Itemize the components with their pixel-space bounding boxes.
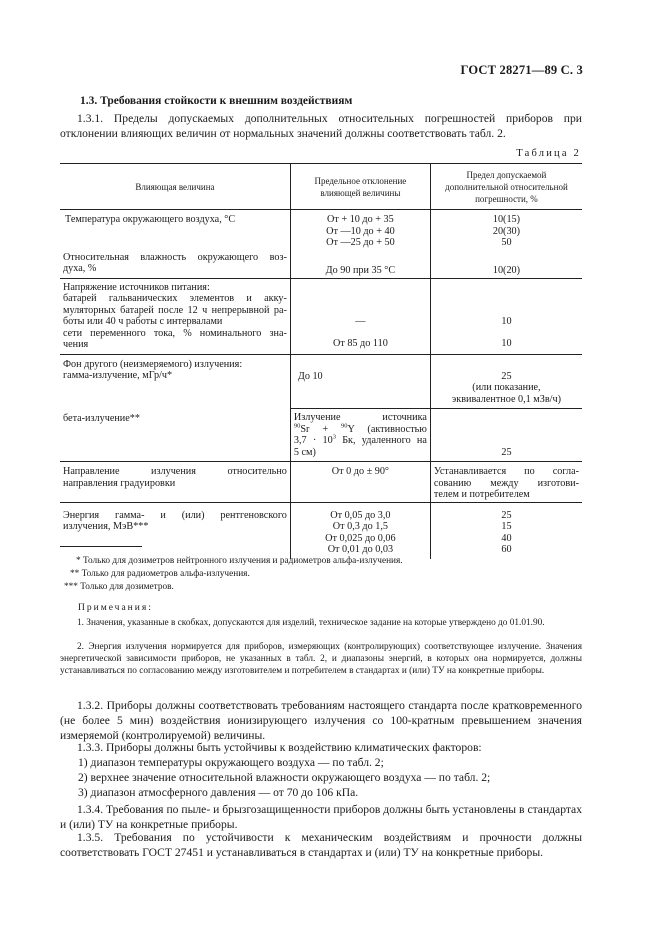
notes-heading: Примечания: xyxy=(78,603,153,613)
list-item: 2) верхнее значение относительной влажности окружающего воздуха — по табл. 2; xyxy=(78,771,491,784)
cell-text: От 0 до ± 90° xyxy=(331,466,389,477)
table-row xyxy=(60,462,582,503)
cell-text: излучения, МэВ*** xyxy=(63,521,149,532)
paragraph-1-3-4: 1.3.4. Требования по пыле- и брызгозащищенности приборов должны быть установлены в стандартах и (или) ТУ на конкретные приборы. xyxy=(60,803,582,831)
cell-text: От —25 до + 50 xyxy=(326,237,395,248)
cell-text: сети переменного тока, % номинального зна- xyxy=(63,327,287,339)
cell-text: От —10 до + 40 xyxy=(326,225,395,237)
cell-text: батарей гальванических элементов и акку- xyxy=(63,293,287,304)
cell-text: От 0,05 до 3,0 xyxy=(330,509,391,521)
cell-text: 25 xyxy=(501,446,512,458)
cell-text: 50 xyxy=(501,237,512,248)
header-influence-quantity: Влияющая величина xyxy=(60,164,290,210)
table-row xyxy=(60,409,582,462)
paragraph-1-3-1: 1.3.1. Пределы допускаемых дополнительных относительных погрешностей приборов при отклонении влияющих величин от нормальных значений должны соответствовать табл. 2. xyxy=(60,112,582,140)
cell-text: направления градуировки xyxy=(63,477,176,489)
footnote-3: *** Только для дозиметров. xyxy=(64,582,174,592)
cell-text: 25 xyxy=(501,370,512,382)
paragraph-1-3-5: 1.3.5. Требования по устойчивости к механическим воздействиям и прочности должны соответствовать ГОСТ 27451 и устанавливаться в стандартах и (или) ТУ на конкретные приборы. xyxy=(60,831,582,859)
cell-text: чения xyxy=(63,339,89,350)
cell-text: бета-излучение** xyxy=(63,412,140,424)
cell-text: (или показание, xyxy=(472,382,541,393)
cell-text: 10 xyxy=(501,338,512,349)
table-caption: Таблица 2 xyxy=(516,148,581,159)
cell-text: 40 xyxy=(501,532,512,544)
footnote-2: ** Только для радиометров альфа-излучения. xyxy=(70,569,250,579)
list-item: 1) диапазон температуры окружающего воздуха — по табл. 2; xyxy=(78,756,384,769)
list-item: 3) диапазон атмосферного давления — от 70 до 106 кПа. xyxy=(78,786,359,799)
cell-text: 25 xyxy=(501,509,512,521)
cell-text: От 85 до 110 xyxy=(332,338,388,349)
cell-text: гамма-излучение, мГр/ч* xyxy=(63,370,173,381)
cell-text: 10 xyxy=(501,315,512,327)
cell-text: 10(15) xyxy=(492,214,521,225)
cell-text: Направление излучения относительно xyxy=(63,466,287,477)
cell-text: эквивалентное 0,1 мЗв/ч) xyxy=(451,393,561,405)
cell-text: Напряжение источников питания: xyxy=(63,281,210,293)
cell-text: 60 xyxy=(501,544,512,555)
table-row xyxy=(60,250,582,279)
cell-text: Устанавливается по согла- xyxy=(433,466,579,477)
cell-text: 15 xyxy=(501,521,512,532)
cell-text: Энергия гамма- и (или) рентгеновского xyxy=(63,509,287,521)
cell-text: Излучение источника xyxy=(293,412,427,423)
cell-text: сованию между изготови- xyxy=(433,477,579,489)
table-row xyxy=(60,210,582,250)
cell-text: До 10 xyxy=(297,370,323,382)
table-2 xyxy=(60,163,582,559)
cell-text: До 90 при 35 °С xyxy=(325,265,396,276)
cell-text: От 0,01 до 0,03 xyxy=(327,544,394,555)
header-limit-deviation: Предельное отклонение влияющей величины xyxy=(290,164,430,210)
paragraph-1-3-3: 1.3.3. Приборы должны быть устойчивы к воздействию климатических факторов: xyxy=(77,741,482,754)
cell-text: Температура окружающего воздуха, °С xyxy=(65,214,236,225)
cell-text: 5 см) xyxy=(293,446,316,458)
cell-text: От + 10 до + 35 xyxy=(327,214,394,225)
table-row xyxy=(60,502,582,559)
cell-text: Фон другого (неизмеряемого) излучения: xyxy=(63,358,243,370)
cell-text: Относительная влажность окружающего воз- xyxy=(63,251,287,263)
cell-text: 10(20) xyxy=(492,265,521,276)
page-header: ГОСТ 28271—89 С. 3 xyxy=(460,63,583,77)
cell-text: От 0,3 до 1,5 xyxy=(332,521,388,532)
cell-text: От 0,025 до 0,06 xyxy=(325,532,396,544)
section-title: 1.3. Требования стойкости к внешним воздействиям xyxy=(80,95,353,107)
cell-text: духа, % xyxy=(63,263,97,274)
table-header-row xyxy=(60,164,582,210)
cell-text: телем и потребителем xyxy=(433,489,530,500)
cell-text: $^{90}$Sr + $^{90}$Y (активностью xyxy=(293,422,427,435)
note-1: 1. Значения, указанные в скобках, допускаются для изделий, техническое задание на которые утверждено до 01.01.90. xyxy=(77,618,545,628)
paragraph-1-3-2: 1.3.2. Приборы должны соответствовать требованиям настоящего стандарта после кратковременного (не более 5 мин) воздействия ионизирующего излучения со 100-кратным превышением значения измеряемой (контролируемой) величины. xyxy=(60,699,582,742)
footnote-rule xyxy=(60,546,142,547)
cell-text: муляторных батарей после 12 ч непрерывной ра- xyxy=(63,304,287,316)
cell-text: 20(30) xyxy=(492,225,521,237)
footnote-1: * Только для дозиметров нейтронного излучения и радиометров альфа-излучения. xyxy=(76,556,403,566)
cell-text: боты или 40 ч работы с интервалами xyxy=(63,316,223,327)
table-row xyxy=(60,354,582,409)
cell-text: $3,7 \cdot 10^3$ Бк, удаленного на xyxy=(293,433,427,446)
cell-text: — xyxy=(355,315,366,327)
table-row xyxy=(60,278,582,354)
header-error-limit: Предел допускаемой дополнительной относительной погрешности, % xyxy=(430,164,582,210)
note-2: 2. Энергия излучения нормируется для приборов, измеряющих (контролирующих) соответствующее излучение. Значения энергетической зависимости приборов, не указанных в табл. 2, и диапазоны энергий, в которых она нормируется, должны устанавливаться по согласованию между изготовителем и потребителем в стандартах и (или) ТУ на конкретные приборы. xyxy=(60,642,582,676)
